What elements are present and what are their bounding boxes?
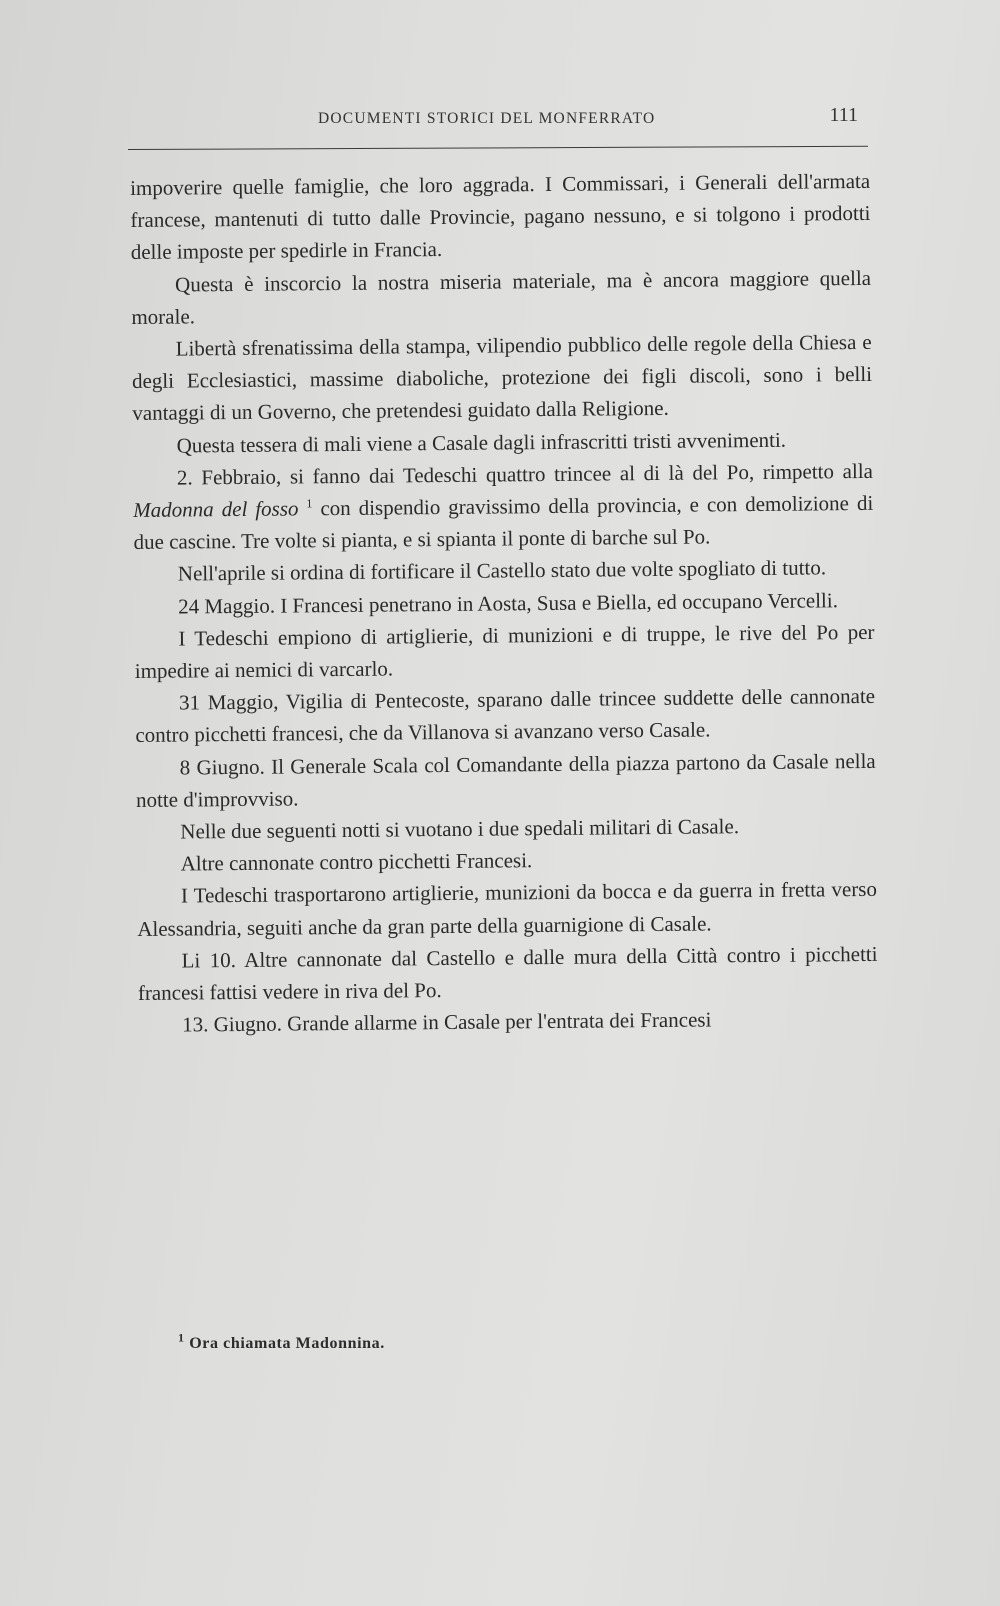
paragraph: I Tedeschi trasportarono artiglierie, munizioni da bocca e da guerra in fretta verso Alessandria, seguiti anche da gran parte della guarnigione di Casale.	[137, 877, 878, 941]
paragraph: 13. Giugno. Grande allarme in Casale per l'entrata dei Francesi	[182, 1007, 712, 1037]
footnote-reference: 1	[306, 496, 313, 511]
running-title: DOCUMENTI STORICI DEL MONFERRATO	[318, 110, 656, 127]
paragraph: Libertà sfrenatissima della stampa, vilipendio pubblico delle regole della Chiesa e degli Ecclesiastici, massime diaboliche, protezione dei figli discoli, sono i belli vantaggi di un Governo, che pretendesi guidato dalla Religione.	[131, 329, 873, 426]
paragraph: Nelle due seguenti notti si vuotano i due spedali militari di Casale.	[180, 814, 740, 844]
paragraph-text: 2. Febbraio, si fanno dai Tedeschi quattro trincee al di là del Po, rimpetto alla	[176, 458, 874, 490]
footnote-text: Ora chiamata Madonnina.	[189, 1335, 385, 1352]
paragraph: Altre cannonate contro picchetti Francesi.	[180, 848, 533, 876]
running-head	[128, 104, 868, 134]
body-text	[130, 165, 878, 1042]
page-number: 111	[829, 104, 858, 126]
paragraph: Li 10. Altre cannonate dal Castello e dalle mura della Città contro i picchetti francesi fattisi vedere in riva del Po.	[137, 941, 878, 1006]
footnote-mark: 1	[178, 1330, 185, 1345]
paragraph: 31 Maggio, Vigilia di Pentecoste, sparano dalle trincee suddette delle cannonate contro picchetti francesi, che da Villanova si avanzano verso Casale.	[135, 684, 876, 748]
header-rule	[128, 146, 868, 150]
paragraph: 8 Giugno. Il Generale Scala col Comandante della piazza partono da Casale nella notte d'improvviso.	[135, 748, 876, 812]
paragraph: impoverire quelle famiglie, che loro aggrada. I Commissari, i Generali dell'armata francese, mantenuti di tutto dalle Provincie, pagano nessuno, e si tolgono i prodotti delle imposte per spedirle in Francia.	[130, 168, 871, 265]
paragraph: 24 Maggio. I Francesi penetrano in Aosta, Susa e Biella, ed occupano Vercelli.	[178, 587, 839, 619]
place-name-italic: Madonna del fosso	[133, 496, 299, 523]
paragraph-with-note	[133, 455, 874, 559]
footnote	[178, 1330, 385, 1353]
paragraph: Questa è inscorcio la nostra miseria materiale, ma è ancora maggiore quella morale.	[131, 265, 872, 329]
paragraph: Nell'aprile si ordina di fortificare il Castello stato due volte spogliato di tutto.	[177, 555, 827, 586]
paragraph-text: con dispendio gravissimo della provincia, e con demolizione di due cascine. Tre volte si pianta, e si spianta il ponte di barche sul Po.	[133, 490, 874, 555]
paragraph: I Tedeschi empiono di artiglierie, di munizioni e di truppe, le rive del Po per impedire ai nemici di varcarlo.	[134, 619, 875, 684]
paragraph: Questa tessera di mali viene a Casale dagli infrascritti tristi avvenimenti.	[176, 427, 787, 458]
